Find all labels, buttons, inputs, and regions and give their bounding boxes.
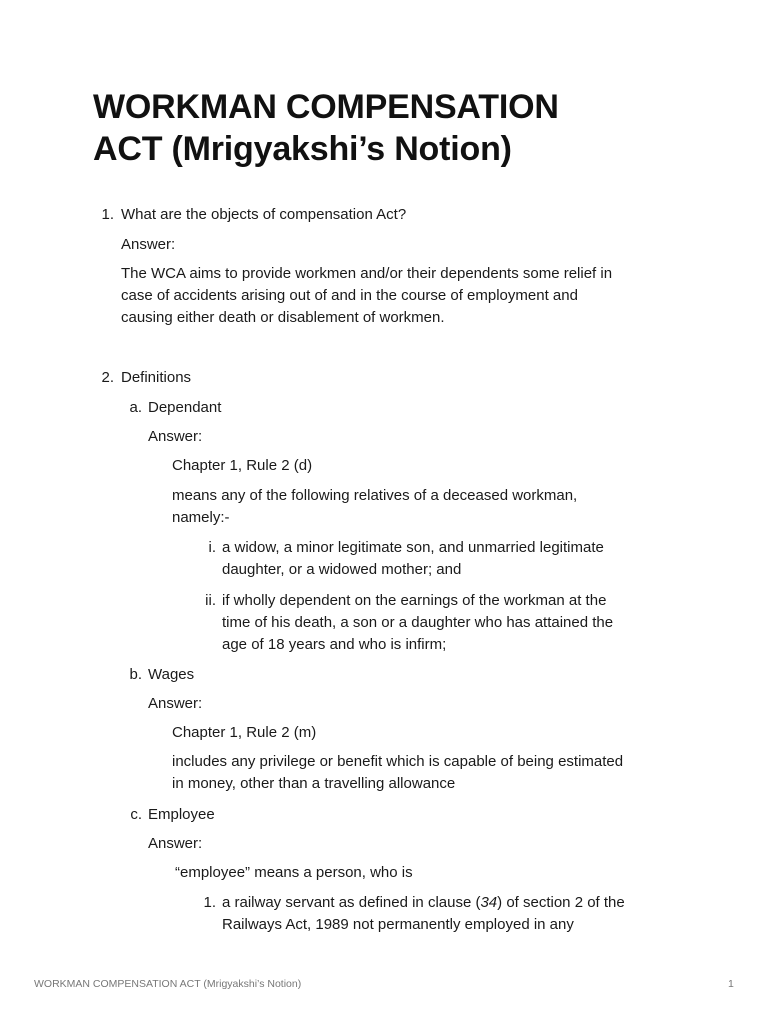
list-item-line: if wholly dependent on the earnings of the workman at the: [222, 592, 607, 609]
document-page: [93, 86, 693, 170]
list-item-line: a widow, a minor legitimate son, and unmarried legitimate: [222, 539, 604, 556]
answer-label: Answer:: [148, 835, 203, 852]
list-marker: 2.: [101, 369, 114, 386]
title-line-2: ACT (Mrigyakshi’s Notion): [93, 130, 512, 168]
title-line-1: WORKMAN COMPENSATION: [93, 88, 559, 126]
answer-label: Answer:: [148, 695, 203, 712]
definition-line: in money, other than a travelling allowance: [172, 775, 456, 792]
list-item-line: [222, 892, 625, 914]
list-marker: 1.: [203, 894, 216, 911]
definition-title-dependant: Dependant: [148, 399, 222, 416]
answer-label: Answer:: [148, 428, 203, 445]
list-marker: 1.: [101, 206, 114, 223]
footer-title: WORKMAN COMPENSATION ACT (Mrigyakshi’s Notion): [34, 978, 302, 990]
answer-label: Answer:: [121, 236, 176, 253]
answer-line: The WCA aims to provide workmen and/or their dependents some relief in: [121, 265, 613, 282]
rule-reference: Chapter 1, Rule 2 (m): [172, 724, 317, 741]
section-title-definitions: Definitions: [121, 369, 192, 386]
question-1: What are the objects of compensation Act?: [121, 206, 407, 223]
list-marker: b.: [129, 666, 142, 683]
answer-line: causing either death or disablement of workmen.: [121, 309, 445, 326]
list-marker: c.: [130, 806, 142, 823]
list-marker: ii.: [205, 592, 216, 609]
list-marker: i.: [208, 539, 216, 556]
text-segment: ) of section 2 of the: [497, 894, 625, 911]
footer-page-number: 1: [728, 978, 734, 990]
text-segment: a railway servant as defined in clause (: [222, 894, 481, 911]
definition-line: includes any privilege or benefit which is capable of being estimated: [172, 753, 624, 770]
rule-reference: Chapter 1, Rule 2 (d): [172, 457, 313, 474]
italic-number: 34: [480, 894, 498, 911]
answer-line: case of accidents arising out of and in the course of employment and: [121, 287, 578, 304]
definition-title-employee: Employee: [148, 806, 215, 823]
list-item-line: age of 18 years and who is infirm;: [222, 636, 447, 653]
definition-line: means any of the following relatives of a deceased workman,: [172, 487, 578, 504]
list-item-line: time of his death, a son or a daughter who has attained the: [222, 614, 614, 631]
list-item-line: daughter, or a widowed mother; and: [222, 561, 462, 578]
definition-title-wages: Wages: [148, 666, 195, 683]
definition-line: “employee” means a person, who is: [175, 864, 413, 881]
page-title: [93, 86, 693, 170]
definition-line: namely:-: [172, 509, 230, 526]
list-marker: a.: [129, 399, 142, 416]
list-item-line: Railways Act, 1989 not permanently employed in any: [222, 916, 574, 933]
